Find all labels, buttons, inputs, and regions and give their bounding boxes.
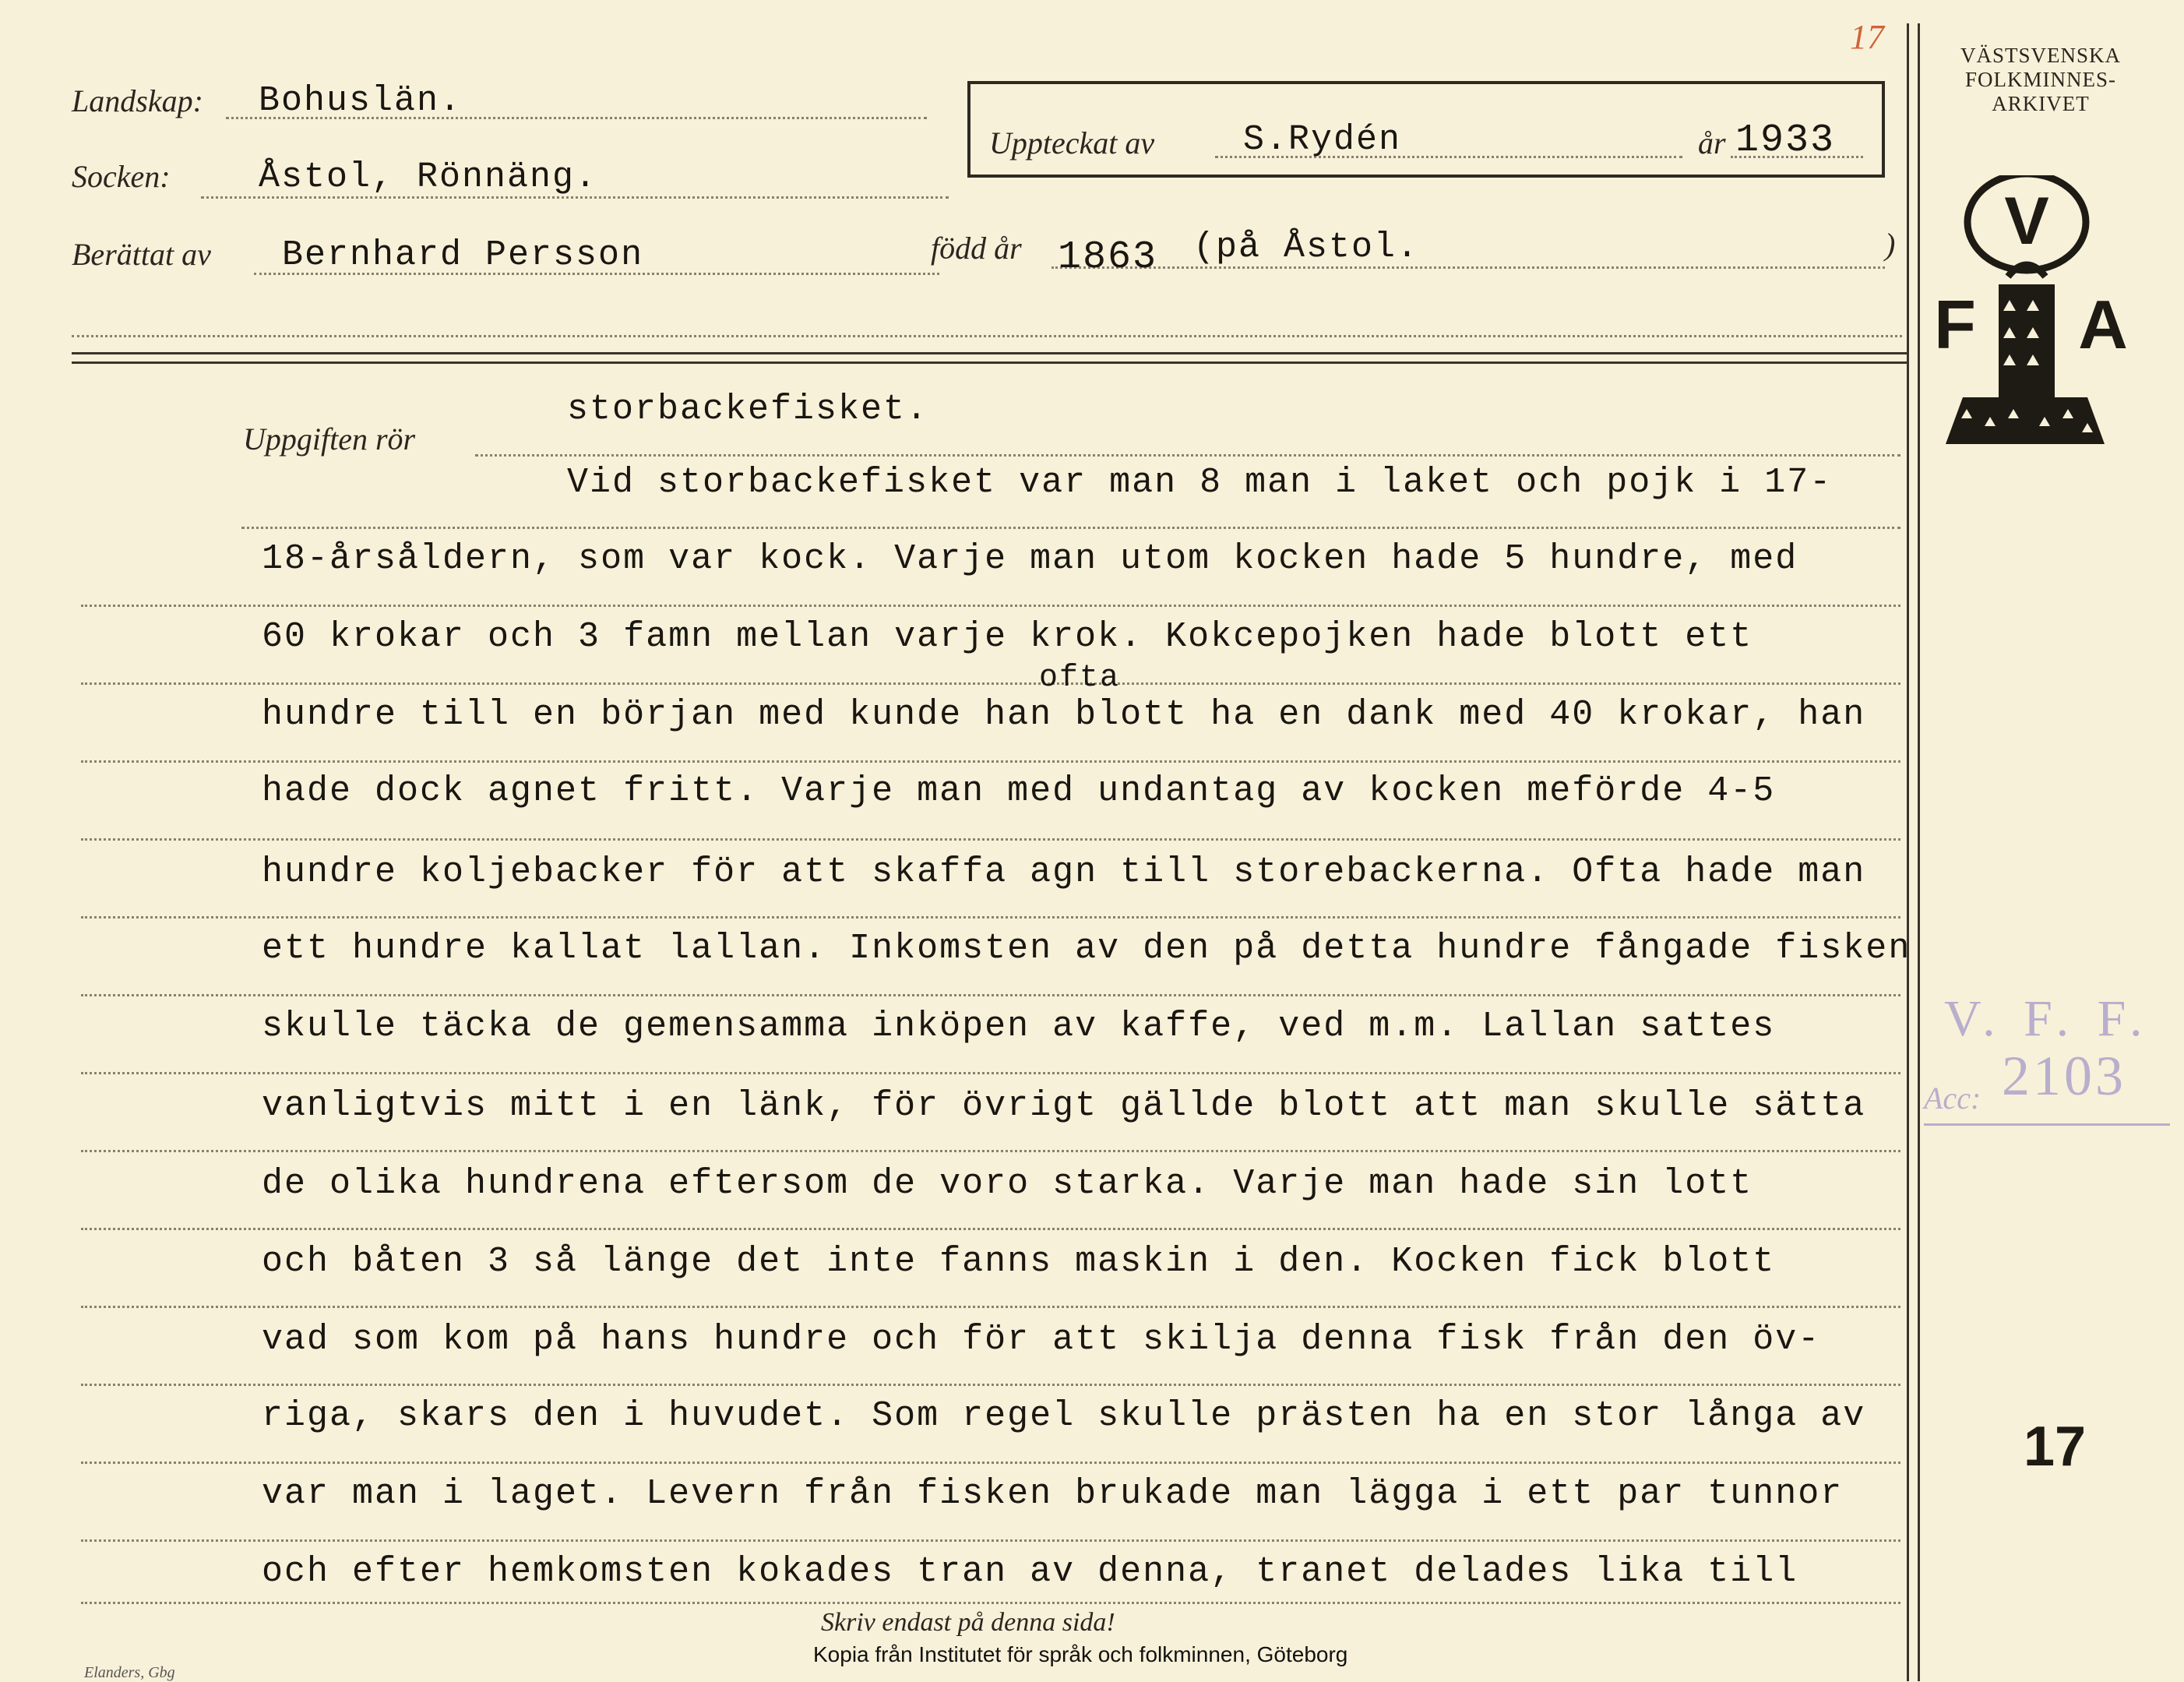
- body-line-15: och efter hemkomsten kokades tran av denna, tranet delades lika till: [262, 1552, 1798, 1592]
- rule-line: [81, 838, 1900, 841]
- ar-value: 1933: [1735, 118, 1836, 163]
- fodd-dots: [1051, 266, 1885, 269]
- printer-mark: Elanders, Gbg: [84, 1664, 175, 1681]
- rule-line: [241, 527, 1900, 529]
- logo-letter-f: F: [1934, 286, 1976, 363]
- rule-line: [81, 1150, 1900, 1152]
- body-line-11: och båten 3 så länge det inte fanns maskin i den. Kocken fick blott: [262, 1242, 1776, 1282]
- subject-label: Uppgiften rör: [243, 421, 416, 457]
- margin-page-number: 17: [2024, 1416, 2087, 1478]
- header-separator-1: [72, 352, 1907, 354]
- margin-rule-inner: [1918, 23, 1920, 1681]
- subject-dots: [475, 454, 1900, 457]
- interlinear-insert: ofta: [1039, 661, 1121, 696]
- body-line-9: vanligtvis mitt i en länk, för övrigt gällde blott att man skulle sätta: [262, 1086, 1866, 1126]
- body-line-5: hade dock agnet fritt. Varje man med undantag av kocken meförde 4-5: [262, 771, 1776, 811]
- stamp-acc: Acc:: [1924, 1081, 1981, 1116]
- archive-line-1: VÄSTSVENSKA: [1960, 44, 2122, 67]
- rule-line: [81, 916, 1900, 919]
- header-blank-line: [72, 335, 1902, 337]
- fodd-close-paren: ): [1885, 227, 1896, 262]
- stamp-underline: [1924, 1123, 2170, 1126]
- fodd-label: född år: [931, 231, 1022, 266]
- upptecknat-label: Uppteckat av: [989, 125, 1155, 160]
- stamp-number: 2103: [2002, 1045, 2126, 1107]
- berattat-label: Berättat av: [72, 237, 211, 272]
- berattat-value: Bernhard Persson: [282, 235, 644, 275]
- body-line-6: hundre koljebacker för att skaffa agn till storebackerna. Ofta hade man: [262, 852, 1866, 892]
- rule-line: [81, 1306, 1900, 1308]
- logo-letter-v: V: [2004, 184, 2049, 259]
- rule-line: [81, 1602, 1900, 1604]
- archive-line-3: ARKIVET: [1992, 92, 2090, 115]
- rule-line: [81, 1228, 1900, 1230]
- archive-name: [1924, 44, 2158, 116]
- hammer-logo-icon: [1924, 175, 2150, 471]
- body-line-10: de olika hundrena eftersom de voro starka. Varje man hade sin lott: [262, 1164, 1753, 1204]
- body-line-3: 60 krokar och 3 famn mellan varje krok. Kokcepojken hade blott ett: [262, 617, 1753, 657]
- margin-rule-outer: [1907, 23, 1909, 1681]
- rule-line: [81, 605, 1900, 607]
- body-line-14: var man i laget. Levern från fisken brukade man lägga i ett par tunnor: [262, 1474, 1844, 1514]
- archive-line-2: FOLKMINNES-: [1964, 68, 2116, 91]
- body-line-8: skulle täcka de gemensamma inköpen av kaffe, ved m.m. Lallan sattes: [262, 1007, 1776, 1046]
- socken-label: Socken:: [72, 159, 171, 194]
- body-line-2: 18-årsåldern, som var kock. Varje man utom kocken hade 5 hundre, med: [262, 539, 1798, 579]
- header-separator-2: [72, 361, 1907, 364]
- landskap-value: Bohuslän.: [259, 81, 463, 121]
- upptecknat-value: S.Rydén: [1243, 120, 1402, 160]
- handwritten-page-number: 17: [1850, 18, 1884, 56]
- body-line-13: riga, skars den i huvudet. Som regel skulle prästen ha en stor långa av: [262, 1396, 1866, 1436]
- footer-instruction: Skriv endast på denna sida!: [821, 1608, 1115, 1637]
- landskap-label: Landskap:: [72, 83, 203, 118]
- fodd-value: 1863: [1058, 235, 1158, 280]
- fodd-place: (på Åstol.: [1193, 227, 1420, 267]
- body-line-12: vad som kom på hans hundre och för att skilja denna fisk från den öv-: [262, 1320, 1821, 1359]
- rule-line: [81, 760, 1900, 763]
- body-line-7: ett hundre kallat lallan. Inkomsten av den på detta hundre fångade fisken: [262, 929, 1911, 968]
- rule-line: [81, 1539, 1900, 1542]
- body-line-4: hundre till en början med kunde han blott ha en dank med 40 krokar, han: [262, 695, 1866, 735]
- socken-value: Åstol, Rönnäng.: [259, 157, 598, 197]
- logo-letter-a: A: [2078, 286, 2128, 363]
- rule-line: [81, 1072, 1900, 1074]
- subject-value: storbackefisket.: [567, 390, 929, 429]
- rule-line: [81, 994, 1900, 996]
- stamp-vff: V. F. F.: [1944, 990, 2151, 1047]
- rule-line: [81, 1462, 1900, 1464]
- body-line-1: Vid storbackefisket var man 8 man i laket och pojk i 17-: [567, 463, 1833, 502]
- rule-line: [81, 1384, 1900, 1386]
- copy-notice: Kopia från Institutet för språk och folkminnen, Göteborg: [813, 1642, 1348, 1666]
- rule-line: [81, 682, 1900, 685]
- ar-label: år: [1698, 125, 1726, 160]
